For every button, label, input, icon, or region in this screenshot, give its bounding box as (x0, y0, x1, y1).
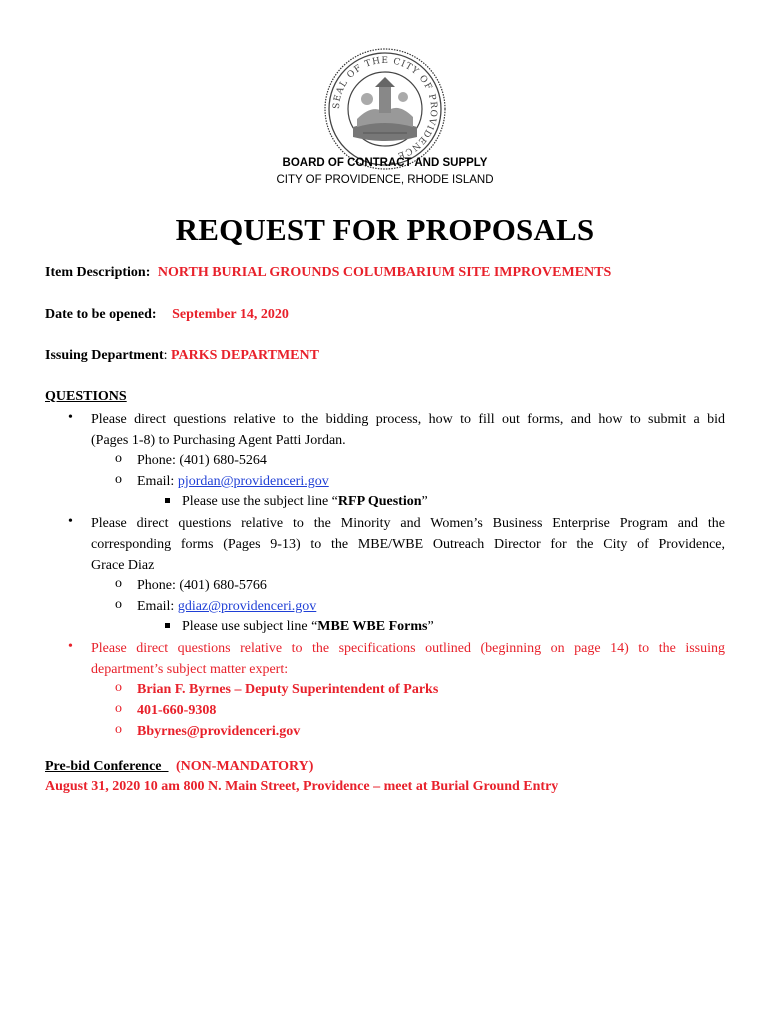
sub-marker: o (115, 701, 122, 716)
date-opened-label: Date to be opened: (45, 307, 157, 322)
question-2-line-2: corresponding forms (Pages 9-13) to the MBE/WBE Outreach Director for the City of Providence, (91, 537, 725, 552)
jordan-email-link[interactable]: pjordan@providenceri.gov (177, 474, 329, 489)
jordan-phone: Phone: (401) 680-5264 (137, 453, 267, 468)
question-2-line-1: Please direct questions relative to the Minority and Women’s Business Enterprise Program and the (91, 516, 725, 531)
subject-bold: MBE WBE Forms (317, 619, 428, 634)
date-opened-value: September 14, 2020 (172, 307, 289, 322)
item-description-row (45, 265, 611, 281)
question-2-line-3: Grace Diaz (91, 558, 155, 573)
item-description-label: Item Description: (45, 265, 151, 280)
questions-heading: QUESTIONS (45, 389, 127, 404)
subject-pre: Please use subject line “ (182, 619, 318, 634)
prebid-label: Pre-bid Conference (45, 759, 162, 774)
email-label: Email: (137, 599, 178, 614)
sub-marker: o (115, 451, 122, 466)
prebid-details: August 31, 2020 10 am 800 N. Main Street, Providence – meet at Burial Ground Entry (45, 779, 559, 794)
square-bullet-icon (165, 498, 170, 503)
question-3-line-2: department’s subject matter expert: (91, 662, 289, 677)
jordan-email-row (137, 472, 329, 493)
email-label: Email: (137, 474, 178, 489)
square-bullet-icon (165, 623, 170, 628)
subject-post: ” (427, 619, 434, 634)
mbe-subject-line (182, 617, 434, 638)
diaz-phone: Phone: (401) 680-5766 (137, 578, 267, 593)
prebid-row (45, 759, 313, 775)
bullet-dot-2: • (68, 514, 73, 529)
byrnes-email: Bbyrnes@providenceri.gov (137, 724, 301, 739)
board-name: BOARD OF CONTRACT AND SUPPLY (282, 157, 488, 169)
item-description-value: NORTH BURIAL GROUNDS COLUMBARIUM SITE IMPROVEMENTS (157, 265, 612, 280)
diaz-email-link[interactable]: gdiaz@providenceri.gov (177, 599, 317, 614)
diaz-email-row (137, 597, 316, 618)
question-3-line-1: Please direct questions relative to the specifications outlined (beginning on page 14) to the issuing (91, 641, 725, 656)
issuing-department-value: PARKS DEPARTMENT (171, 348, 319, 363)
page-title: REQUEST FOR PROPOSALS (175, 212, 595, 247)
subject-post: ” (421, 494, 428, 509)
sub-marker: o (115, 722, 122, 737)
issuing-department-colon: : (163, 348, 168, 363)
bullet-dot-1: • (68, 410, 73, 425)
seal-text: SEAL OF THE CITY OF PROVIDENCE (331, 55, 439, 161)
bullet-dot-3: • (68, 639, 73, 654)
sub-marker: o (115, 597, 122, 612)
sub-marker: o (115, 680, 122, 695)
city-name: CITY OF PROVIDENCE, RHODE ISLAND (276, 174, 494, 186)
question-1-line-1: Please direct questions relative to the bidding process, how to fill out forms, and how to submit a bid (91, 412, 725, 427)
sub-marker: o (115, 472, 122, 487)
subject-pre: Please use the subject line “ (182, 494, 338, 509)
date-opened-row (45, 307, 289, 323)
byrnes-phone: 401-660-9308 (137, 703, 217, 718)
issuing-department-row (45, 348, 319, 364)
byrnes-name: Brian F. Byrnes – Deputy Superintendent of Parks (137, 682, 439, 697)
prebid-mandatory: (NON-MANDATORY) (176, 759, 314, 774)
rfp-subject-line (182, 492, 428, 513)
issuing-department-label: Issuing Department (45, 348, 164, 363)
city-seal-icon (323, 47, 447, 171)
question-1-line-2: (Pages 1-8) to Purchasing Agent Patti Jordan. (91, 433, 346, 448)
prebid-gap (162, 759, 169, 774)
subject-bold: RFP Question (337, 494, 422, 509)
sub-marker: o (115, 576, 122, 591)
